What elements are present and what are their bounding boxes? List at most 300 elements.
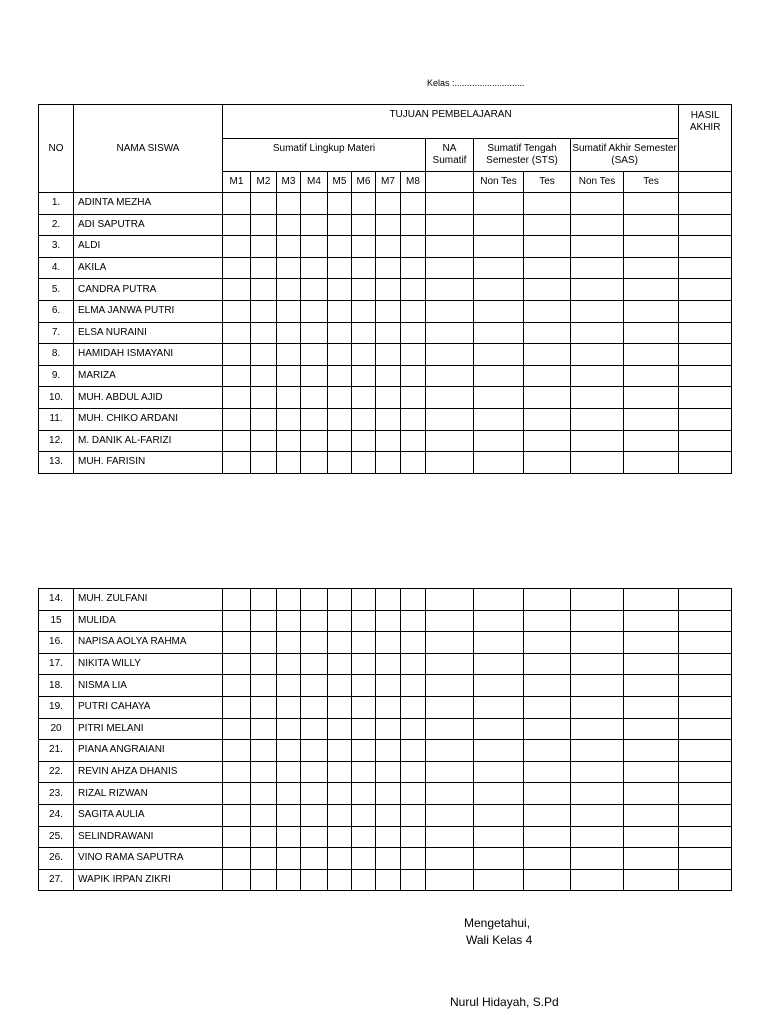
grade-cell xyxy=(571,804,624,826)
student-name: RIZAL RIZWAN xyxy=(74,783,223,805)
grade-cell xyxy=(679,452,732,474)
grade-cell xyxy=(474,257,524,279)
grade-cell xyxy=(624,740,679,762)
kelas-label: Kelas :............................ xyxy=(427,78,525,88)
grade-cell xyxy=(401,718,426,740)
grade-cell xyxy=(624,783,679,805)
grade-cell xyxy=(328,193,352,215)
grade-cell xyxy=(277,257,301,279)
grade-cell xyxy=(679,740,732,762)
grade-cell xyxy=(301,322,328,344)
grade-cell xyxy=(679,718,732,740)
grade-cell xyxy=(352,718,376,740)
grade-cell xyxy=(401,365,426,387)
grade-cell xyxy=(524,344,571,366)
grade-cell xyxy=(679,632,732,654)
grade-cell xyxy=(352,279,376,301)
grade-cell xyxy=(376,610,401,632)
grade-cell xyxy=(624,322,679,344)
header-na-sumatif: NA Sumatif xyxy=(426,139,474,172)
grade-cell xyxy=(352,632,376,654)
grade-cell xyxy=(223,300,251,322)
grade-cell xyxy=(328,257,352,279)
grade-cell xyxy=(474,300,524,322)
student-no: 8. xyxy=(39,344,74,366)
grade-cell xyxy=(251,387,277,409)
grade-table-page-1 xyxy=(38,104,732,474)
grade-cell xyxy=(328,322,352,344)
header-m1: M1 xyxy=(223,172,251,193)
grade-cell xyxy=(401,740,426,762)
grade-cell xyxy=(223,718,251,740)
grade-cell xyxy=(524,279,571,301)
grade-cell xyxy=(352,653,376,675)
grade-cell xyxy=(223,214,251,236)
grade-cell xyxy=(376,589,401,611)
grade-cell xyxy=(223,236,251,258)
grade-cell xyxy=(277,610,301,632)
grade-cell xyxy=(401,696,426,718)
grade-cell xyxy=(571,783,624,805)
grade-cell xyxy=(401,257,426,279)
grade-cell xyxy=(352,236,376,258)
grade-cell xyxy=(571,740,624,762)
grade-cell xyxy=(352,322,376,344)
header-sumatif-lingkup-materi: Sumatif Lingkup Materi xyxy=(223,139,426,172)
grade-cell xyxy=(571,696,624,718)
student-row xyxy=(39,387,732,409)
grade-cell xyxy=(679,236,732,258)
grade-cell xyxy=(328,344,352,366)
grade-cell xyxy=(352,826,376,848)
grade-cell xyxy=(301,257,328,279)
grade-cell xyxy=(301,452,328,474)
grade-cell xyxy=(277,365,301,387)
header-sas-tes: Tes xyxy=(624,172,679,193)
student-name: ELSA NURAINI xyxy=(74,322,223,344)
student-name: WAPIK IRPAN ZIKRI xyxy=(74,869,223,891)
grade-cell xyxy=(251,826,277,848)
header-hasil-blank xyxy=(679,172,732,193)
grade-cell xyxy=(571,193,624,215)
grade-cell xyxy=(571,589,624,611)
grade-cell xyxy=(524,740,571,762)
student-name: NISMA LIA xyxy=(74,675,223,697)
grade-cell xyxy=(328,365,352,387)
grade-cell xyxy=(301,696,328,718)
grade-cell xyxy=(571,718,624,740)
grade-cell xyxy=(524,783,571,805)
grade-cell xyxy=(524,718,571,740)
grade-cell xyxy=(426,214,474,236)
student-row xyxy=(39,589,732,611)
grade-cell xyxy=(679,869,732,891)
grade-cell xyxy=(328,452,352,474)
student-row xyxy=(39,783,732,805)
grade-cell xyxy=(376,236,401,258)
grade-cell xyxy=(251,869,277,891)
grade-cell xyxy=(401,589,426,611)
grade-cell xyxy=(474,675,524,697)
grade-cell xyxy=(679,589,732,611)
grade-cell xyxy=(277,804,301,826)
grade-cell xyxy=(328,869,352,891)
student-no: 22. xyxy=(39,761,74,783)
grade-cell xyxy=(679,365,732,387)
grade-cell xyxy=(571,826,624,848)
grade-cell xyxy=(426,610,474,632)
grade-cell xyxy=(571,675,624,697)
grade-cell xyxy=(474,387,524,409)
grade-cell xyxy=(426,653,474,675)
grade-cell xyxy=(277,408,301,430)
grade-cell xyxy=(376,452,401,474)
grade-cell xyxy=(401,193,426,215)
student-name: CANDRA PUTRA xyxy=(74,279,223,301)
student-name: PITRI MELANI xyxy=(74,718,223,740)
grade-cell xyxy=(426,740,474,762)
grade-cell xyxy=(624,610,679,632)
grade-cell xyxy=(571,610,624,632)
grade-cell xyxy=(301,387,328,409)
grade-cell xyxy=(679,675,732,697)
grade-cell xyxy=(376,696,401,718)
header-hasil-akhir: HASIL AKHIR xyxy=(679,105,732,172)
grade-cell xyxy=(328,740,352,762)
grade-cell xyxy=(401,279,426,301)
grade-cell xyxy=(277,848,301,870)
grade-cell xyxy=(426,193,474,215)
student-name: MUH. FARISIN xyxy=(74,452,223,474)
grade-cell xyxy=(223,653,251,675)
grade-cell xyxy=(301,869,328,891)
student-row xyxy=(39,408,732,430)
grade-cell xyxy=(624,300,679,322)
grade-cell xyxy=(624,653,679,675)
grade-cell xyxy=(679,257,732,279)
grade-cell xyxy=(401,848,426,870)
grade-cell xyxy=(571,365,624,387)
student-row xyxy=(39,632,732,654)
grade-cell xyxy=(251,279,277,301)
student-row xyxy=(39,279,732,301)
student-row xyxy=(39,804,732,826)
grade-cell xyxy=(352,675,376,697)
grade-cell xyxy=(524,193,571,215)
grade-cell xyxy=(401,804,426,826)
grade-cell xyxy=(328,804,352,826)
grade-cell xyxy=(301,430,328,452)
grade-cell xyxy=(624,804,679,826)
student-row xyxy=(39,696,732,718)
grade-cell xyxy=(352,869,376,891)
grade-cell xyxy=(352,740,376,762)
grade-cell xyxy=(401,387,426,409)
grade-cell xyxy=(426,344,474,366)
student-no: 4. xyxy=(39,257,74,279)
grade-cell xyxy=(352,452,376,474)
grade-cell xyxy=(251,653,277,675)
grade-cell xyxy=(277,740,301,762)
student-row xyxy=(39,344,732,366)
student-no: 11. xyxy=(39,408,74,430)
header-m7: M7 xyxy=(376,172,401,193)
grade-cell xyxy=(376,826,401,848)
grade-cell xyxy=(328,610,352,632)
student-name: NAPISA AOLYA RAHMA xyxy=(74,632,223,654)
student-no: 17. xyxy=(39,653,74,675)
grade-cell xyxy=(277,430,301,452)
grade-cell xyxy=(223,408,251,430)
grade-cell xyxy=(679,344,732,366)
grade-cell xyxy=(251,632,277,654)
header-tujuan-pembelajaran: TUJUAN PEMBELAJARAN xyxy=(223,105,679,139)
grade-cell xyxy=(277,387,301,409)
grade-cell xyxy=(624,430,679,452)
grade-cell xyxy=(301,365,328,387)
grade-cell xyxy=(524,236,571,258)
grade-cell xyxy=(426,718,474,740)
student-no: 7. xyxy=(39,322,74,344)
grade-cell xyxy=(624,848,679,870)
grade-cell xyxy=(474,783,524,805)
grade-cell xyxy=(352,387,376,409)
grade-cell xyxy=(301,761,328,783)
grade-cell xyxy=(376,632,401,654)
grade-cell xyxy=(301,675,328,697)
grade-cell xyxy=(352,848,376,870)
student-row xyxy=(39,236,732,258)
grade-cell xyxy=(624,696,679,718)
grade-cell xyxy=(571,408,624,430)
header-m5: M5 xyxy=(328,172,352,193)
header-m4: M4 xyxy=(301,172,328,193)
grade-cell xyxy=(624,214,679,236)
grade-cell xyxy=(474,193,524,215)
student-row xyxy=(39,718,732,740)
grade-cell xyxy=(301,804,328,826)
grade-cell xyxy=(277,279,301,301)
grade-cell xyxy=(301,826,328,848)
grade-cell xyxy=(474,740,524,762)
grade-cell xyxy=(251,783,277,805)
grade-cell xyxy=(301,848,328,870)
grade-cell xyxy=(426,387,474,409)
grade-cell xyxy=(426,452,474,474)
grade-cell xyxy=(426,322,474,344)
student-name: ALDI xyxy=(74,236,223,258)
grade-cell xyxy=(624,761,679,783)
grade-cell xyxy=(251,718,277,740)
grade-cell xyxy=(352,214,376,236)
grade-cell xyxy=(474,279,524,301)
header-m6: M6 xyxy=(352,172,376,193)
grade-cell xyxy=(571,322,624,344)
grade-cell xyxy=(251,300,277,322)
grade-cell xyxy=(474,408,524,430)
student-name: MULIDA xyxy=(74,610,223,632)
student-row xyxy=(39,257,732,279)
student-row xyxy=(39,869,732,891)
grade-cell xyxy=(571,452,624,474)
grade-cell xyxy=(223,452,251,474)
student-no: 13. xyxy=(39,452,74,474)
student-name: AKILA xyxy=(74,257,223,279)
grade-cell xyxy=(524,408,571,430)
grade-cell xyxy=(679,300,732,322)
grade-cell xyxy=(624,387,679,409)
student-row xyxy=(39,214,732,236)
grade-cell xyxy=(251,214,277,236)
grade-cell xyxy=(223,696,251,718)
grade-cell xyxy=(301,632,328,654)
student-row xyxy=(39,848,732,870)
grade-cell xyxy=(474,869,524,891)
grade-cell xyxy=(277,344,301,366)
student-row xyxy=(39,365,732,387)
grade-cell xyxy=(251,761,277,783)
grade-cell xyxy=(401,214,426,236)
grade-cell xyxy=(474,761,524,783)
grade-cell xyxy=(301,783,328,805)
grade-cell xyxy=(301,214,328,236)
header-no: NO xyxy=(39,105,74,193)
header-sas: Sumatif Akhir Semester (SAS) xyxy=(571,139,679,172)
header-sas-non-tes: Non Tes xyxy=(571,172,624,193)
grade-cell xyxy=(223,193,251,215)
grade-cell xyxy=(474,696,524,718)
grade-cell xyxy=(571,257,624,279)
grade-cell xyxy=(401,408,426,430)
grade-cell xyxy=(474,826,524,848)
grade-cell xyxy=(524,322,571,344)
grade-cell xyxy=(401,869,426,891)
student-no: 21. xyxy=(39,740,74,762)
grade-cell xyxy=(624,869,679,891)
grade-cell xyxy=(251,610,277,632)
grade-cell xyxy=(301,236,328,258)
grade-cell xyxy=(301,610,328,632)
grade-cell xyxy=(328,675,352,697)
grade-cell xyxy=(376,387,401,409)
grade-cell xyxy=(277,718,301,740)
student-no: 20 xyxy=(39,718,74,740)
grade-cell xyxy=(352,430,376,452)
grade-cell xyxy=(251,804,277,826)
student-no: 6. xyxy=(39,300,74,322)
grade-cell xyxy=(328,848,352,870)
grade-cell xyxy=(328,300,352,322)
grade-cell xyxy=(352,193,376,215)
grade-cell xyxy=(426,279,474,301)
grade-cell xyxy=(251,589,277,611)
grade-cell xyxy=(401,632,426,654)
grade-cell xyxy=(328,653,352,675)
header-sts-non-tes: Non Tes xyxy=(474,172,524,193)
grade-cell xyxy=(251,740,277,762)
signature-name: Nurul Hidayah, S.Pd xyxy=(450,995,559,1009)
grade-cell xyxy=(571,632,624,654)
grade-cell xyxy=(223,848,251,870)
student-row xyxy=(39,322,732,344)
grade-cell xyxy=(376,365,401,387)
grade-cell xyxy=(624,675,679,697)
grade-cell xyxy=(524,653,571,675)
student-name: ADI SAPUTRA xyxy=(74,214,223,236)
grade-cell xyxy=(376,300,401,322)
student-name: HAMIDAH ISMAYANI xyxy=(74,344,223,366)
grade-cell xyxy=(624,589,679,611)
grade-cell xyxy=(474,804,524,826)
student-row xyxy=(39,193,732,215)
grade-cell xyxy=(401,675,426,697)
grade-cell xyxy=(474,610,524,632)
grade-cell xyxy=(352,783,376,805)
grade-cell xyxy=(301,300,328,322)
grade-cell xyxy=(251,408,277,430)
grade-cell xyxy=(524,610,571,632)
student-name: PUTRI CAHAYA xyxy=(74,696,223,718)
signature-mengetahui: Mengetahui, xyxy=(464,916,531,930)
grade-cell xyxy=(624,344,679,366)
grade-cell xyxy=(328,696,352,718)
grade-cell xyxy=(301,718,328,740)
grade-cell xyxy=(679,610,732,632)
grade-cell xyxy=(223,387,251,409)
grade-cell xyxy=(301,344,328,366)
grade-cell xyxy=(524,696,571,718)
grade-cell xyxy=(571,344,624,366)
student-name: M. DANIK AL-FARIZI xyxy=(74,430,223,452)
grade-cell xyxy=(401,322,426,344)
grade-cell xyxy=(401,430,426,452)
student-no: 25. xyxy=(39,826,74,848)
grade-cell xyxy=(401,610,426,632)
grade-cell xyxy=(376,279,401,301)
grade-cell xyxy=(301,279,328,301)
grade-cell xyxy=(352,365,376,387)
grade-cell xyxy=(223,740,251,762)
grade-cell xyxy=(251,675,277,697)
grade-cell xyxy=(223,869,251,891)
grade-cell xyxy=(474,718,524,740)
grade-cell xyxy=(223,826,251,848)
student-row xyxy=(39,300,732,322)
grade-cell xyxy=(401,300,426,322)
grade-cell xyxy=(679,826,732,848)
grade-cell xyxy=(376,718,401,740)
grade-cell xyxy=(251,344,277,366)
grade-cell xyxy=(524,848,571,870)
student-name: NIKITA WILLY xyxy=(74,653,223,675)
grade-cell xyxy=(301,653,328,675)
student-row xyxy=(39,740,732,762)
grade-cell xyxy=(679,279,732,301)
grade-cell xyxy=(426,408,474,430)
student-name: SAGITA AULIA xyxy=(74,804,223,826)
grade-cell xyxy=(352,408,376,430)
grade-cell xyxy=(524,826,571,848)
header-nama-siswa: NAMA SISWA xyxy=(74,105,223,193)
grade-cell xyxy=(277,214,301,236)
student-name: MUH. ZULFANI xyxy=(74,589,223,611)
grade-cell xyxy=(524,300,571,322)
grade-cell xyxy=(426,365,474,387)
grade-cell xyxy=(223,675,251,697)
grade-cell xyxy=(679,804,732,826)
grade-cell xyxy=(401,826,426,848)
grade-cell xyxy=(352,610,376,632)
